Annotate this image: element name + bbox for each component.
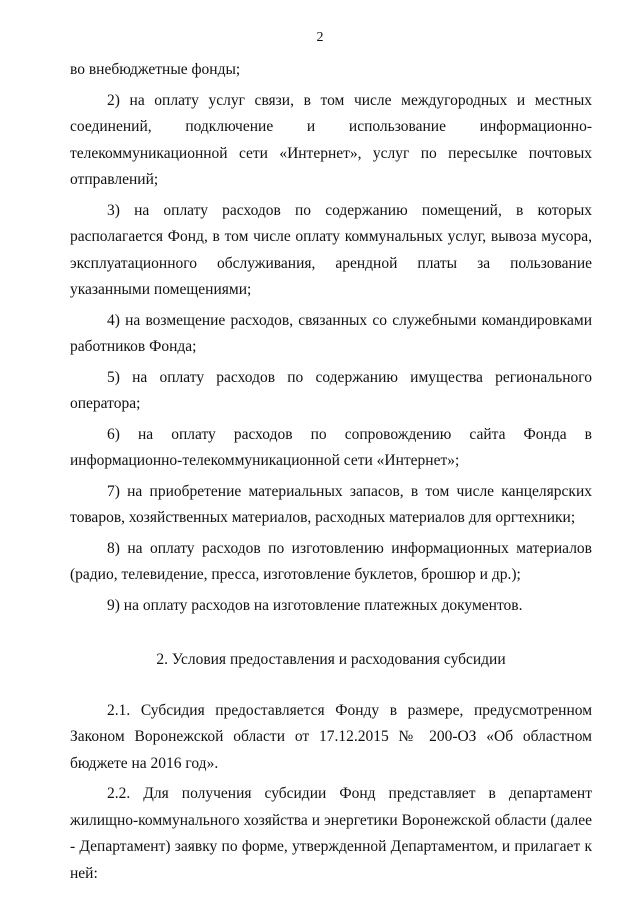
section-heading: 2. Условия предоставления и расходования субсидии (156, 651, 506, 668)
list-item-3: 3) на оплату расходов по содержанию помещений, в которых располагается Фонд, в том числе оплату коммунальных услуг, вывоза мусора, эксплуатационного обслуживания, арендной платы за пользование указанными помещениями; (70, 201, 592, 298)
list-item-8: 8) на оплату расходов по изготовлению информационных материалов (радио, телевидение, пресса, изготовление буклетов, брошюр и др.); (70, 539, 592, 583)
list-item-6: 6) на оплату расходов по сопровождению сайта Фонда в информационно-телекоммуникационной сети «Интернет»; (70, 425, 592, 469)
clause-2-1: 2.1. Субсидия предоставляется Фонду в размере, предусмотренном Законом Воронежской области от 17.12.2015 № 200-ОЗ «Об областном бюджете на 2016 год». (70, 701, 592, 772)
list-item-2: 2) на оплату услуг связи, в том числе междугородных и местных соединений, подключение и использование информационно-телекоммуникационной сети «Интернет», услуг по пересылке почтовых отправлений; (70, 91, 592, 188)
page-number: 2 (316, 30, 324, 45)
paragraph: во внебюджетные фонды; (70, 61, 241, 78)
list-item-5: 5) на оплату расходов по содержанию имущества регионального оператора; (70, 368, 592, 412)
list-item-7: 7) на приобретение материальных запасов, в том числе канцелярских товаров, хозяйственных материалов, расходных материалов для оргтехники; (70, 482, 592, 526)
document-body (70, 57, 592, 891)
list-item-9: 9) на оплату расходов на изготовление платежных документов. (107, 596, 523, 614)
clause-2-2: 2.2. Для получения субсидии Фонд представляет в департамент жилищно-коммунального хозяйства и энергетики Воронежской области (далее - Департамент) заявку по форме, утвержденной Департаментом, и прилагает к ней: (70, 785, 592, 882)
list-item-4: 4) на возмещение расходов, связанных со служебными командировками работников Фонда; (70, 311, 592, 355)
